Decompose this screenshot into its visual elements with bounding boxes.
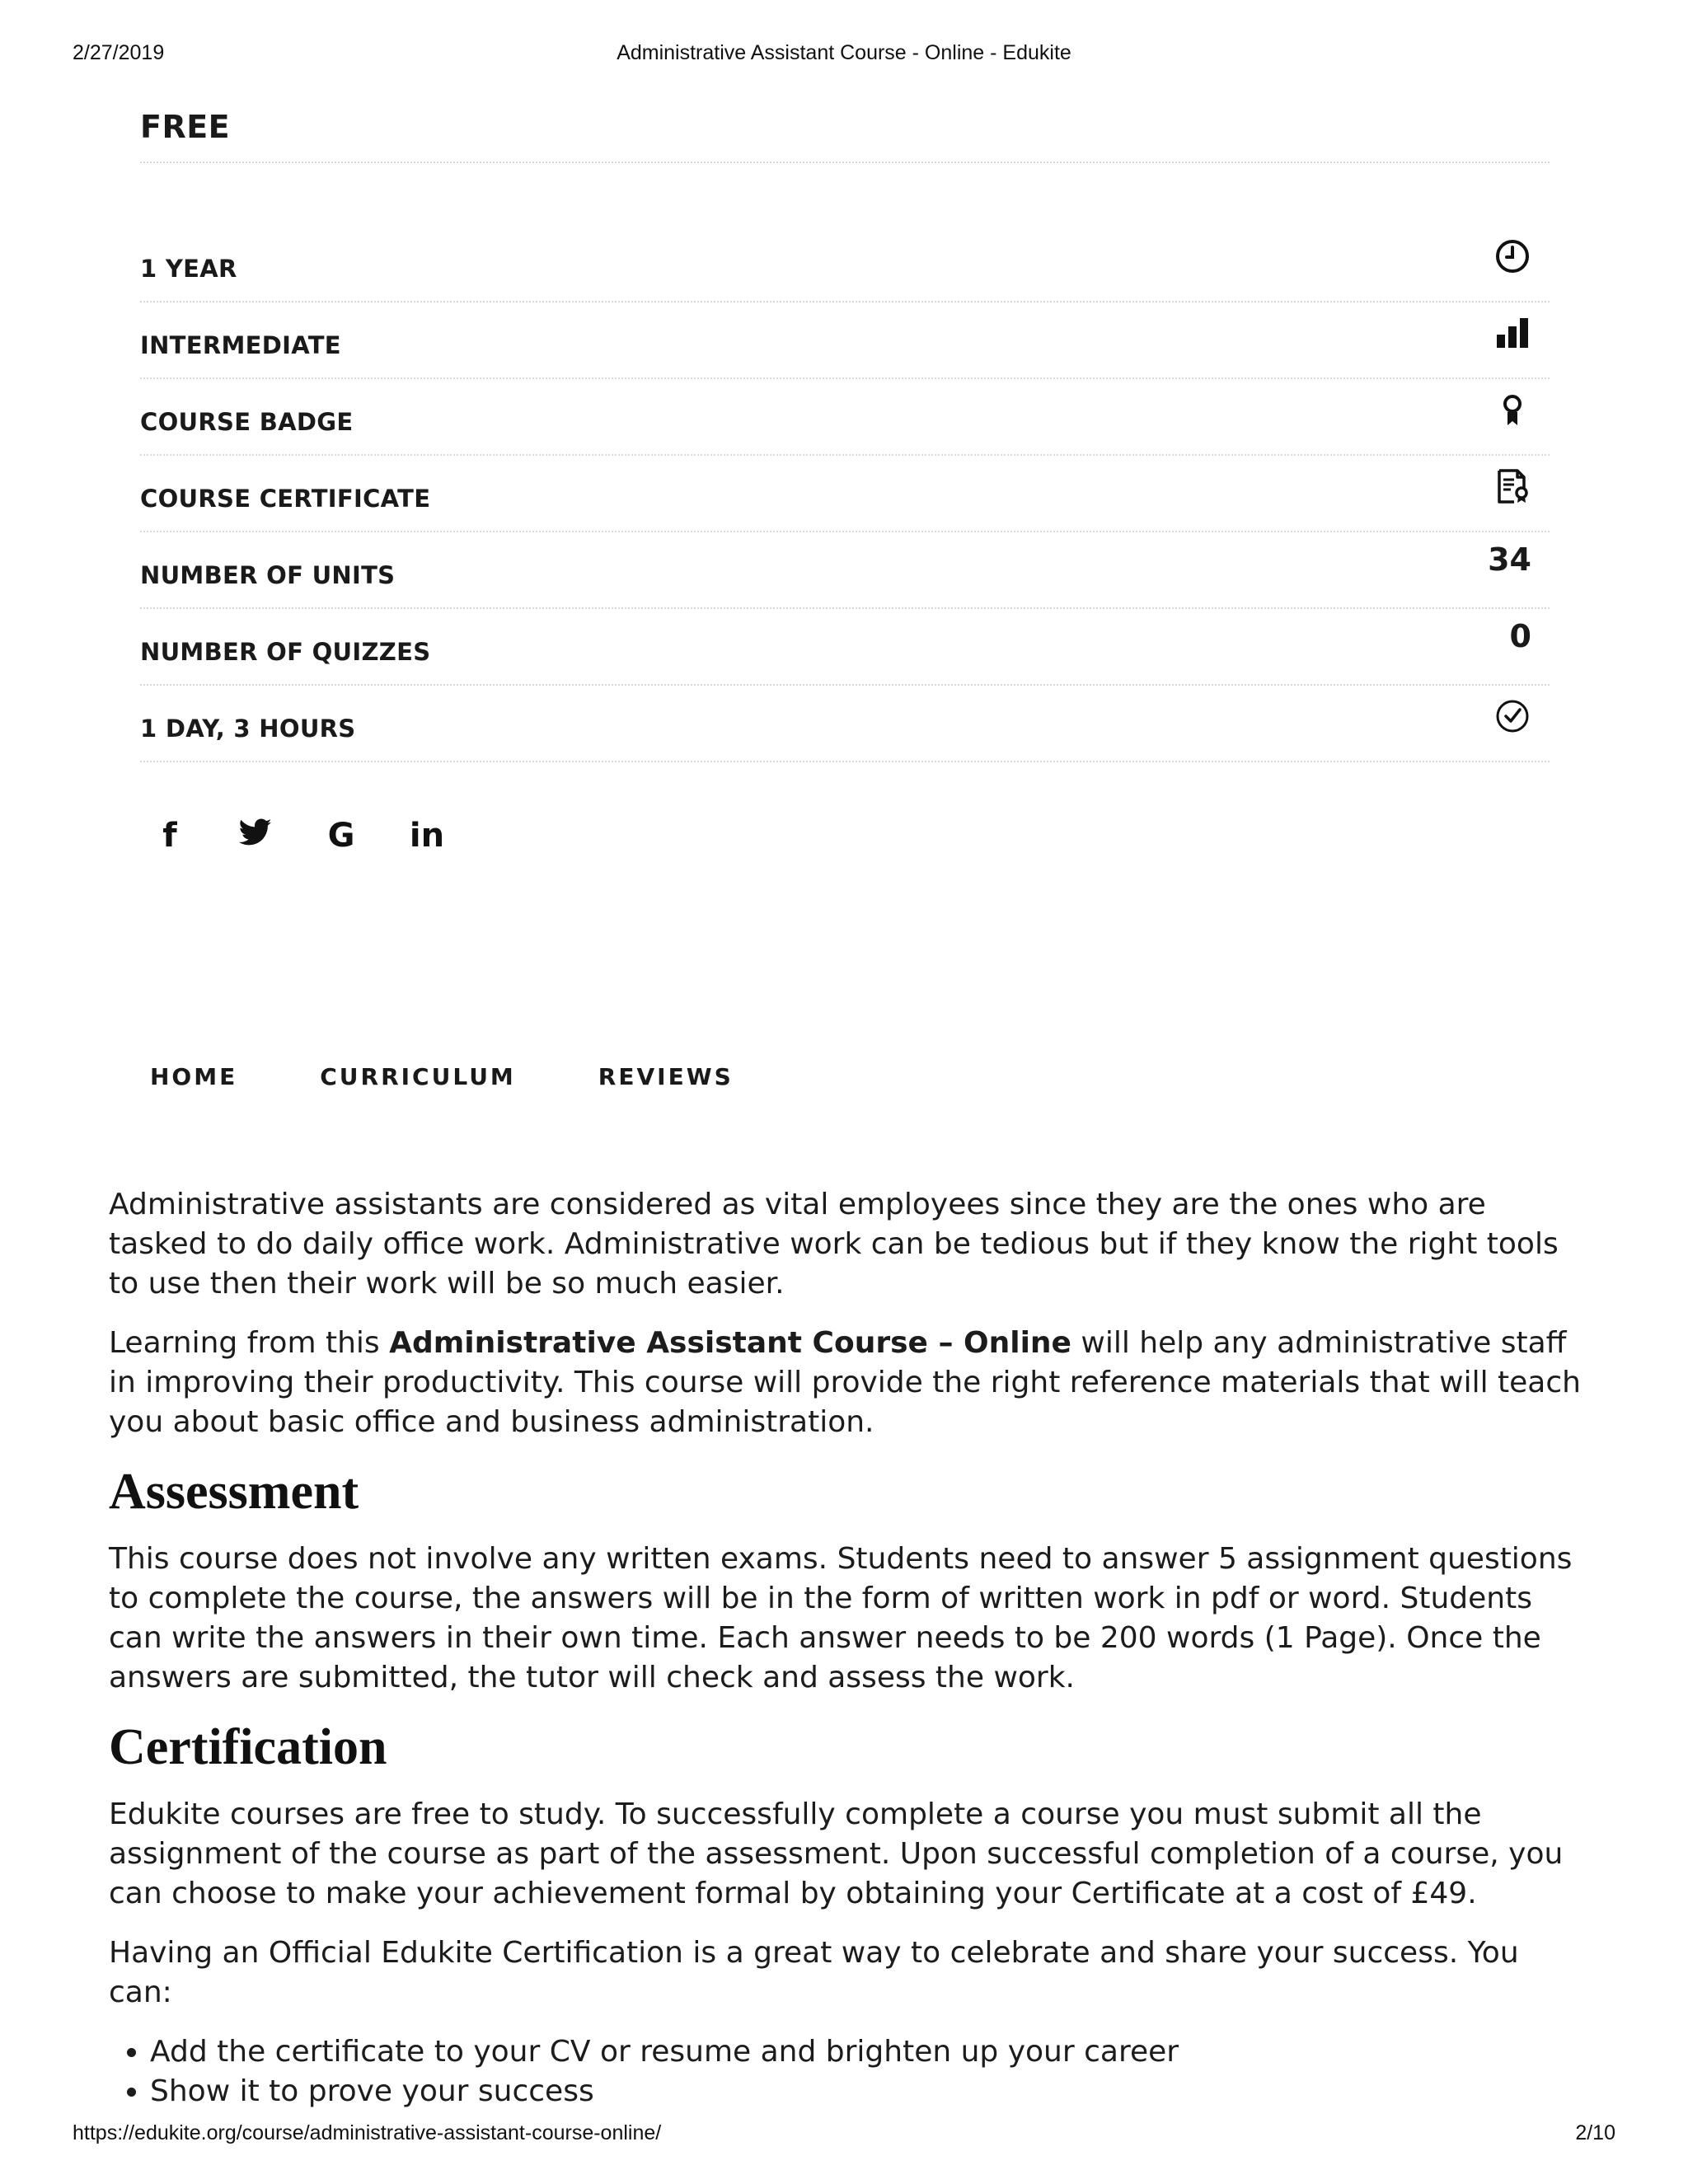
- list-item: • Add the certificate to your CV or resume and brighten up your career: [150, 2032, 1584, 2072]
- info-label-certificate: COURSE CERTIFICATE: [140, 485, 431, 513]
- units-count: 34: [1488, 541, 1531, 578]
- info-row-units: [140, 532, 1550, 609]
- assessment-paragraph: This course does not involve any written exams. Students need to answer 5 assignment questions to complete the course, the answers will be in the form of written work in pdf or word. Students can write the answers in their own time. Each answer needs to be 200 words (1 Page). Once the answers are submitted, the tutor will check and assess the work.: [109, 1542, 1573, 1694]
- intro-text-end: will help any administrative staff in improving their productivity. This course will provide the right reference materials that will teach you about basic office and business administration.: [109, 1326, 1581, 1439]
- info-row-time: [140, 686, 1550, 762]
- info-row-certificate: [140, 456, 1550, 532]
- clock-icon: [1493, 237, 1531, 275]
- linkedin-icon: in: [409, 817, 445, 855]
- facebook-icon: f: [162, 817, 177, 855]
- google-icon: G: [327, 817, 355, 855]
- twitter-icon: [239, 817, 272, 855]
- print-page-title: Administrative Assistant Course - Online - Edukite: [617, 41, 1071, 64]
- info-row-duration: [140, 226, 1550, 302]
- google-share-button[interactable]: [321, 816, 361, 855]
- print-header: [0, 41, 1688, 69]
- info-row-badge: [140, 379, 1550, 456]
- info-row-level: [140, 302, 1550, 379]
- intro-paragraph: Administrative assistants are considered as vital employees since they are the ones who are tasked to do daily office work. Administrative work can be tedious but if they know the right tools to use then their work will be so much easier.: [109, 1188, 1559, 1301]
- linkedin-share-button[interactable]: [407, 816, 447, 855]
- tab-curriculum[interactable]: CURRICULUM: [320, 1063, 516, 1090]
- print-date: 2/27/2019: [73, 41, 165, 64]
- info-label-time: 1 DAY, 3 HOURS: [140, 715, 356, 743]
- course-price: FREE: [140, 91, 1550, 163]
- certification-heading: Certification: [109, 1719, 387, 1775]
- info-label-quizzes: NUMBER OF QUIZZES: [140, 638, 431, 666]
- list-item: • Show it to prove your success: [150, 2072, 1584, 2111]
- info-row-quizzes: [140, 609, 1550, 686]
- course-info-box: [140, 91, 1550, 762]
- tab-reviews[interactable]: REVIEWS: [598, 1063, 734, 1090]
- badge-icon: [1493, 391, 1531, 429]
- intro-text-start: Learning from this: [109, 1326, 390, 1360]
- tab-home[interactable]: HOME: [150, 1063, 238, 1090]
- course-name-emphasis: Administrative Assistant Course – Online: [389, 1326, 1071, 1360]
- quizzes-count: 0: [1509, 618, 1531, 654]
- level-bars-icon: [1493, 314, 1531, 352]
- assessment-heading: Assessment: [109, 1464, 359, 1520]
- facebook-share-button[interactable]: [150, 816, 190, 855]
- info-label-duration: 1 YEAR: [140, 255, 237, 283]
- page-url: https://edukite.org/course/administrative-assistant-course-online/: [73, 2121, 662, 2144]
- intro-paragraph-2: [109, 1324, 1584, 1442]
- info-label-level: INTERMEDIATE: [140, 331, 341, 359]
- check-clock-icon: [1493, 697, 1531, 735]
- certification-paragraph: Edukite courses are free to study. To successfully complete a course you must submit all the assignment of the course as part of the assessment. Upon successful completion of a course, you can choose to make your achievement formal by obtaining your Certificate at a cost of £49.: [109, 1797, 1564, 1910]
- page-number: 2/10: [1575, 2121, 1615, 2144]
- info-label-units: NUMBER OF UNITS: [140, 561, 396, 589]
- certificate-icon: [1493, 467, 1531, 505]
- certification-benefits-intro: Having an Official Edukite Certification is a great way to celebrate and share your success. You can:: [109, 1936, 1519, 2009]
- info-label-badge: COURSE BADGE: [140, 408, 354, 436]
- course-info-list: [140, 226, 1550, 762]
- course-tabs: [150, 1063, 734, 1090]
- twitter-share-button[interactable]: [236, 816, 275, 855]
- benefits-list: [109, 2032, 1584, 2111]
- social-share: [150, 816, 447, 855]
- course-description: [109, 1185, 1584, 2111]
- print-footer: [0, 2121, 1688, 2149]
